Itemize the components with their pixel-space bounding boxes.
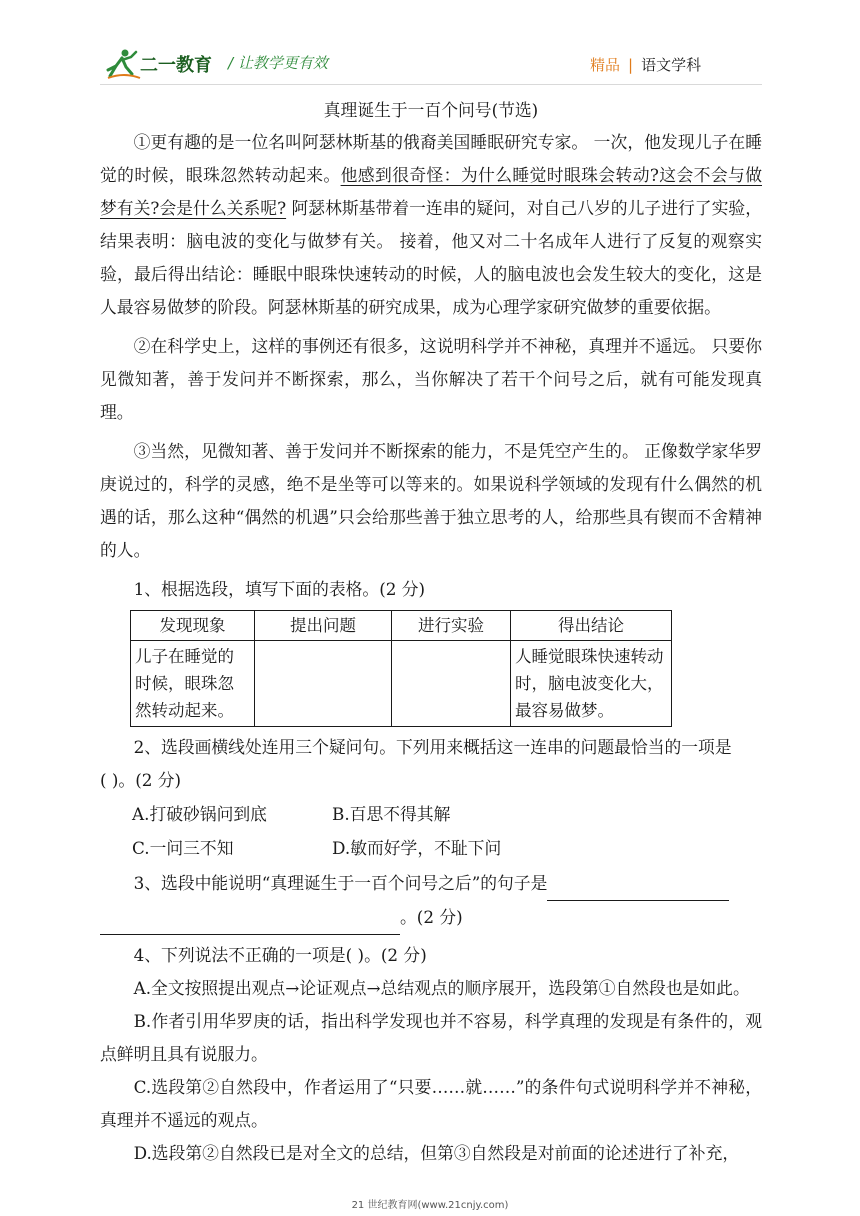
premium-label: 精品 xyxy=(590,56,621,74)
logo-text: 二一教育 xyxy=(140,55,212,76)
page-header xyxy=(0,0,860,90)
table-cell[interactable] xyxy=(392,641,511,727)
q2-option-a: A.打破砂锅问到底 xyxy=(132,804,267,824)
q3-prompt-cont xyxy=(100,901,762,935)
q3-answer-blank-2[interactable] xyxy=(100,901,400,935)
table-header-cell: 得出结论 xyxy=(511,611,672,641)
q3-prompt xyxy=(100,867,762,901)
subject-label: 语文学科 xyxy=(641,56,702,74)
table-cell: 儿子在睡觉的时候，眼珠忽然转动起来。 xyxy=(131,641,255,727)
header-divider xyxy=(100,84,762,85)
paragraph-2: ②在科学史上，这样的事例还有很多，这说明科学并不神秘，真理并不遥远。 只要你见微知著，善于发问并不断探索，那么，当你解决了若干个问号之后，就有可能发现真理。 xyxy=(100,336,762,422)
q2-prompt-cont: ( )。(2 分) xyxy=(100,770,182,790)
table-cell: 人睡觉眼珠快速转动时，脑电波变化大，最容易做梦。 xyxy=(511,641,672,727)
q3-answer-blank[interactable] xyxy=(547,867,729,901)
document-body xyxy=(100,90,762,1170)
q2-options-row-2 xyxy=(100,831,762,865)
logo-icon xyxy=(104,48,226,82)
slogan: / 让教学更有效 xyxy=(228,54,328,72)
q3-tail: 。(2 分) xyxy=(400,907,463,927)
article-title: 真理诞生于一百个问号(节选) xyxy=(323,100,539,120)
q2-option-d: D.敏而好学，不耻下问 xyxy=(332,838,502,858)
q4-prompt: 4、下列说法不正确的一项是( )。(2 分) xyxy=(133,945,427,965)
header-subject xyxy=(590,54,701,75)
q4-option-b: B.作者引用华罗庚的话，指出科学发现也并不容易，科学真理的发现是有条件的，观点鲜明且具有说服力。 xyxy=(100,1011,762,1064)
p1-underlined: 他感到很奇怪：为什么睡觉时眼珠会转动?这会不会与做梦有关?会是什么关系呢? xyxy=(100,165,762,218)
q2-option-c: C.一问三不知 xyxy=(132,838,234,858)
q3-text: 3、选段中能说明“真理诞生于一百个问号之后”的句子是 xyxy=(133,873,548,893)
page-footer: 21 世纪教育网(www.21cnjy.com) xyxy=(351,1200,509,1211)
header-separator: | xyxy=(628,56,634,74)
q2-option-b: B.百思不得其解 xyxy=(332,804,451,824)
q2-options-row-1 xyxy=(100,797,762,831)
q4-option-a: A.全文按照提出观点→论证观点→总结观点的顺序展开，选段第①自然段也是如此。 xyxy=(133,978,750,998)
paragraph-1 xyxy=(100,126,762,324)
table-cell[interactable] xyxy=(255,641,392,727)
q2-prompt: 2、选段画横线处连用三个疑问句。下列用来概括这一连串的问题最恰当的一项是 xyxy=(133,737,732,757)
table-header-cell: 发现现象 xyxy=(131,611,255,641)
p1-text-b: 阿瑟林斯基带着一连串的疑问，对自己八岁的儿子进行了实验，结果表明：脑电波的变化与做梦有关。 接着，他又对二十名成年人进行了反复的观察实验，最后得出结论：睡眠中眼珠快速转动的时候，人的脑电波也会发生较大的变化，这是人最容易做梦的阶段。阿瑟林斯基的研究成果，成为心理学家研究做梦的重要依据。 xyxy=(100,198,763,317)
p1-text-a: ①更有趣的是一位名叫阿瑟林斯基的俄裔美国睡眠研究专家。 一次，他发现儿子在睡觉的时候，眼珠忽然转动起来。 xyxy=(100,132,762,185)
q4-option-d: D.选段第②自然段已是对全文的总结，但第③自然段是对前面的论述进行了补充， xyxy=(133,1143,740,1163)
q1-prompt: 1、根据选段，填写下面的表格。(2 分) xyxy=(133,579,426,599)
q1-table xyxy=(130,610,672,727)
table-header-cell: 提出问题 xyxy=(255,611,392,641)
table-header-cell: 进行实验 xyxy=(392,611,511,641)
q4-option-c: C.选段第②自然段中，作者运用了“只要……就……”的条件句式说明科学并不神秘，真理并不遥远的观点。 xyxy=(100,1077,762,1130)
paragraph-3: ③当然，见微知著、善于发问并不断探索的能力，不是凭空产生的。 正像数学家华罗庚说过的，科学的灵感，绝不是坐等可以等来的。如果说科学领域的发现有什么偶然的机遇的话，那么这种“偶然的机遇”只会给那些善于独立思考的人，给那些具有锲而不舍精神的人。 xyxy=(100,441,762,560)
